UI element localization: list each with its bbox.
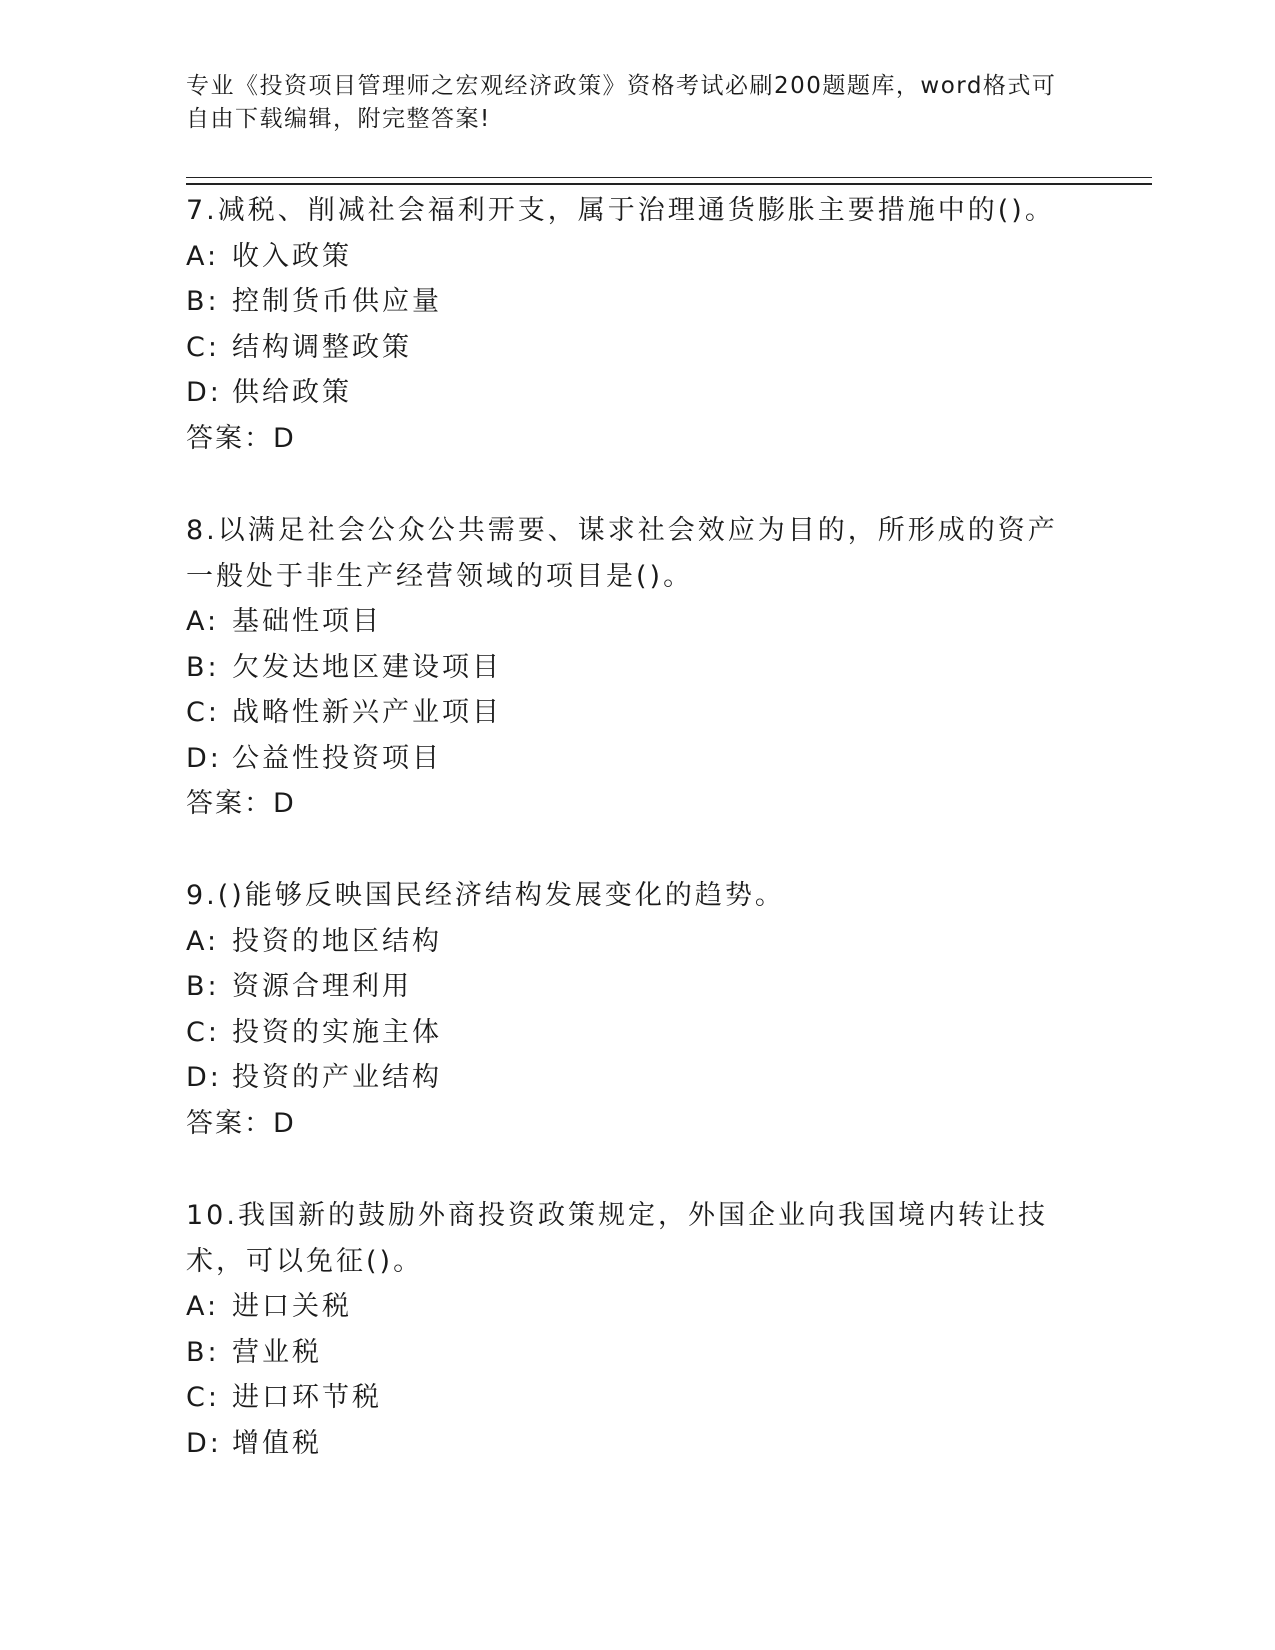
option-c [186, 325, 1086, 371]
option-a [186, 919, 1086, 965]
option-key: D: [186, 377, 222, 408]
option-key: D: [186, 742, 222, 774]
option-text: 增值税 [232, 1427, 322, 1459]
option-text: 公益性投资项目 [232, 742, 442, 774]
option-key: A: [186, 925, 220, 957]
option-text: 投资的实施主体 [232, 1016, 442, 1048]
option-text: 资源合理利用 [232, 971, 412, 1002]
option-key: A: [186, 1291, 220, 1322]
answer-line: 答案：D [186, 422, 296, 454]
option-text: 战略性新兴产业项目 [232, 697, 502, 728]
option-a [186, 1284, 1086, 1330]
option-key: C: [186, 331, 220, 363]
question-stem: 10.我国新的鼓励外商投资政策规定，外国企业向我国境内转让技术，可以免征()。 [186, 1200, 1048, 1277]
option-text: 基础性项目 [232, 606, 382, 637]
option-key: B: [186, 1336, 220, 1368]
option-text: 投资的地区结构 [232, 925, 442, 957]
answer-line: 答案：D [186, 788, 296, 819]
option-d [186, 370, 1086, 416]
question-7 [186, 188, 1086, 461]
question-9 [186, 873, 1086, 1146]
option-key: D: [186, 1062, 222, 1093]
option-a [186, 234, 1086, 280]
option-key: C: [186, 697, 220, 728]
question-10 [186, 1193, 1086, 1466]
header-divider-thick [186, 183, 1152, 185]
option-a [186, 599, 1086, 645]
option-text: 欠发达地区建设项目 [232, 651, 502, 683]
option-b [186, 645, 1086, 691]
question-8 [186, 508, 1086, 827]
option-d [186, 736, 1086, 782]
option-c [186, 1010, 1086, 1056]
question-stem: 8.以满足社会公众公共需要、谋求社会效应为目的，所形成的资产一般处于非生产经营领域的项目是()。 [186, 515, 1058, 592]
option-text: 进口关税 [232, 1291, 352, 1322]
option-b [186, 964, 1086, 1010]
document-header [186, 70, 1066, 136]
option-key: A: [186, 606, 220, 637]
option-b [186, 1330, 1086, 1376]
option-key: C: [186, 1016, 220, 1048]
option-text: 供给政策 [232, 377, 352, 408]
option-text: 进口环节税 [232, 1382, 382, 1413]
option-key: A: [186, 240, 220, 272]
option-key: D: [186, 1427, 222, 1459]
option-c [186, 690, 1086, 736]
option-key: B: [186, 286, 220, 317]
question-stem: 9.()能够反映国民经济结构发展变化的趋势。 [186, 880, 785, 911]
option-d [186, 1421, 1086, 1467]
option-text: 营业税 [232, 1336, 322, 1368]
option-d [186, 1055, 1086, 1101]
option-c [186, 1375, 1086, 1421]
option-text: 投资的产业结构 [232, 1062, 442, 1093]
option-text: 控制货币供应量 [232, 286, 442, 317]
header-divider-thin [186, 177, 1152, 178]
header-line-2: 自由下载编辑，附完整答案! [186, 106, 491, 132]
header-line-1: 专业《投资项目管理师之宏观经济政策》资格考试必刷200题题库，word格式可 [186, 73, 1057, 99]
option-text: 结构调整政策 [232, 331, 412, 363]
option-key: C: [186, 1382, 220, 1413]
answer-line: 答案：D [186, 1107, 296, 1139]
option-key: B: [186, 971, 220, 1002]
option-text: 收入政策 [232, 240, 352, 272]
option-key: B: [186, 651, 220, 683]
question-stem: 7.减税、削减社会福利开支，属于治理通货膨胀主要措施中的()。 [186, 195, 1055, 226]
option-b [186, 279, 1086, 325]
